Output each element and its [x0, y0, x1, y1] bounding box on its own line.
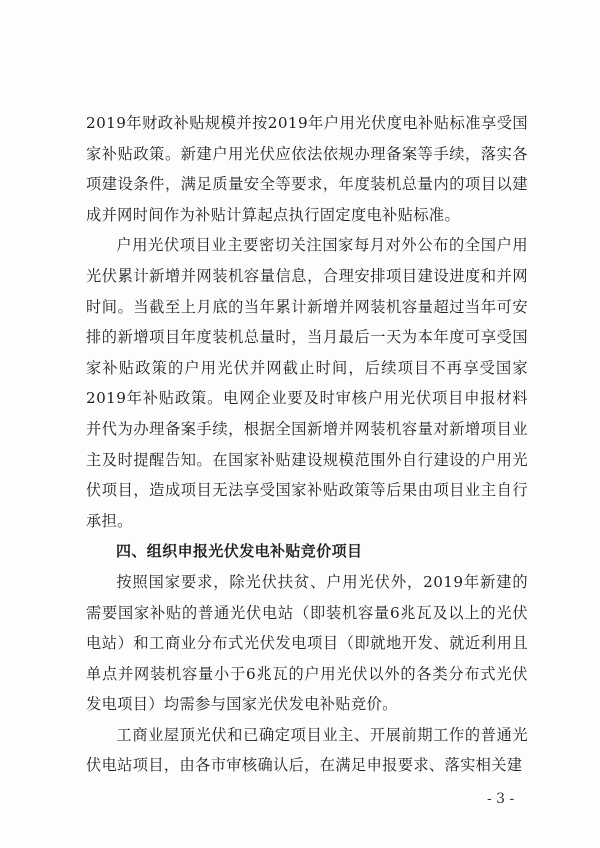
- paragraph-commercial-rooftop: 工商业屋顶光伏和已确定项目业主、开展前期工作的普通光伏电站项目，由各市审核确认后，在满足申报要求、落实相关建: [86, 725, 528, 775]
- body-text: [86, 108, 528, 781]
- paragraph-subsidy-continuation: 2019年财政补贴规模并按2019年户用光伏度电补贴标准享受国家补贴政策。新建户用光伏应依法依规办理备案等手续，落实各项建设条件，满足质量安全等要求，年度装机总量内的项目以建成并网时间作为补贴计算起点执行固定度电补贴标准。: [86, 114, 528, 224]
- page-number: - 3 -: [487, 791, 515, 807]
- section-heading: 四、组织申报光伏发电补贴竞价项目: [116, 542, 363, 561]
- paragraph-bidding-requirement: 按照国家要求，除光伏扶贫、户用光伏外，2019年新建的需要国家补贴的普通光伏电站（即装机容量6兆瓦及以上的光伏电站）和工商业分布式光伏发电项目（即就地开发、就近利用且单点并网装机容量小于6兆瓦的户用光伏以外的各类分布式光伏发电项目）均需参与国家光伏发电补贴竞价。: [86, 572, 528, 714]
- paragraph-household-pv: 户用光伏项目业主要密切关注国家每月对外公布的全国户用光伏累计新增并网装机容量信息，合理安排项目建设进度和并网时间。当截至上月底的当年累计新增并网装机容量超过当年可安排的新增项目年度装机总量时，当月最后一天为本年度可享受国家补贴政策的户用光伏并网截止时间，后续项目不再享受国家2019年补贴政策。电网企业要及时审核户用光伏项目申报材料并代为办理备案手续，根据全国新增并网装机容量对新增项目业主及时提醒告知。在国家补贴建设规模范围外自行建设的户用光伏项目，造成项目无法享受国家补贴政策等后果由项目业主自行承担。: [86, 236, 528, 530]
